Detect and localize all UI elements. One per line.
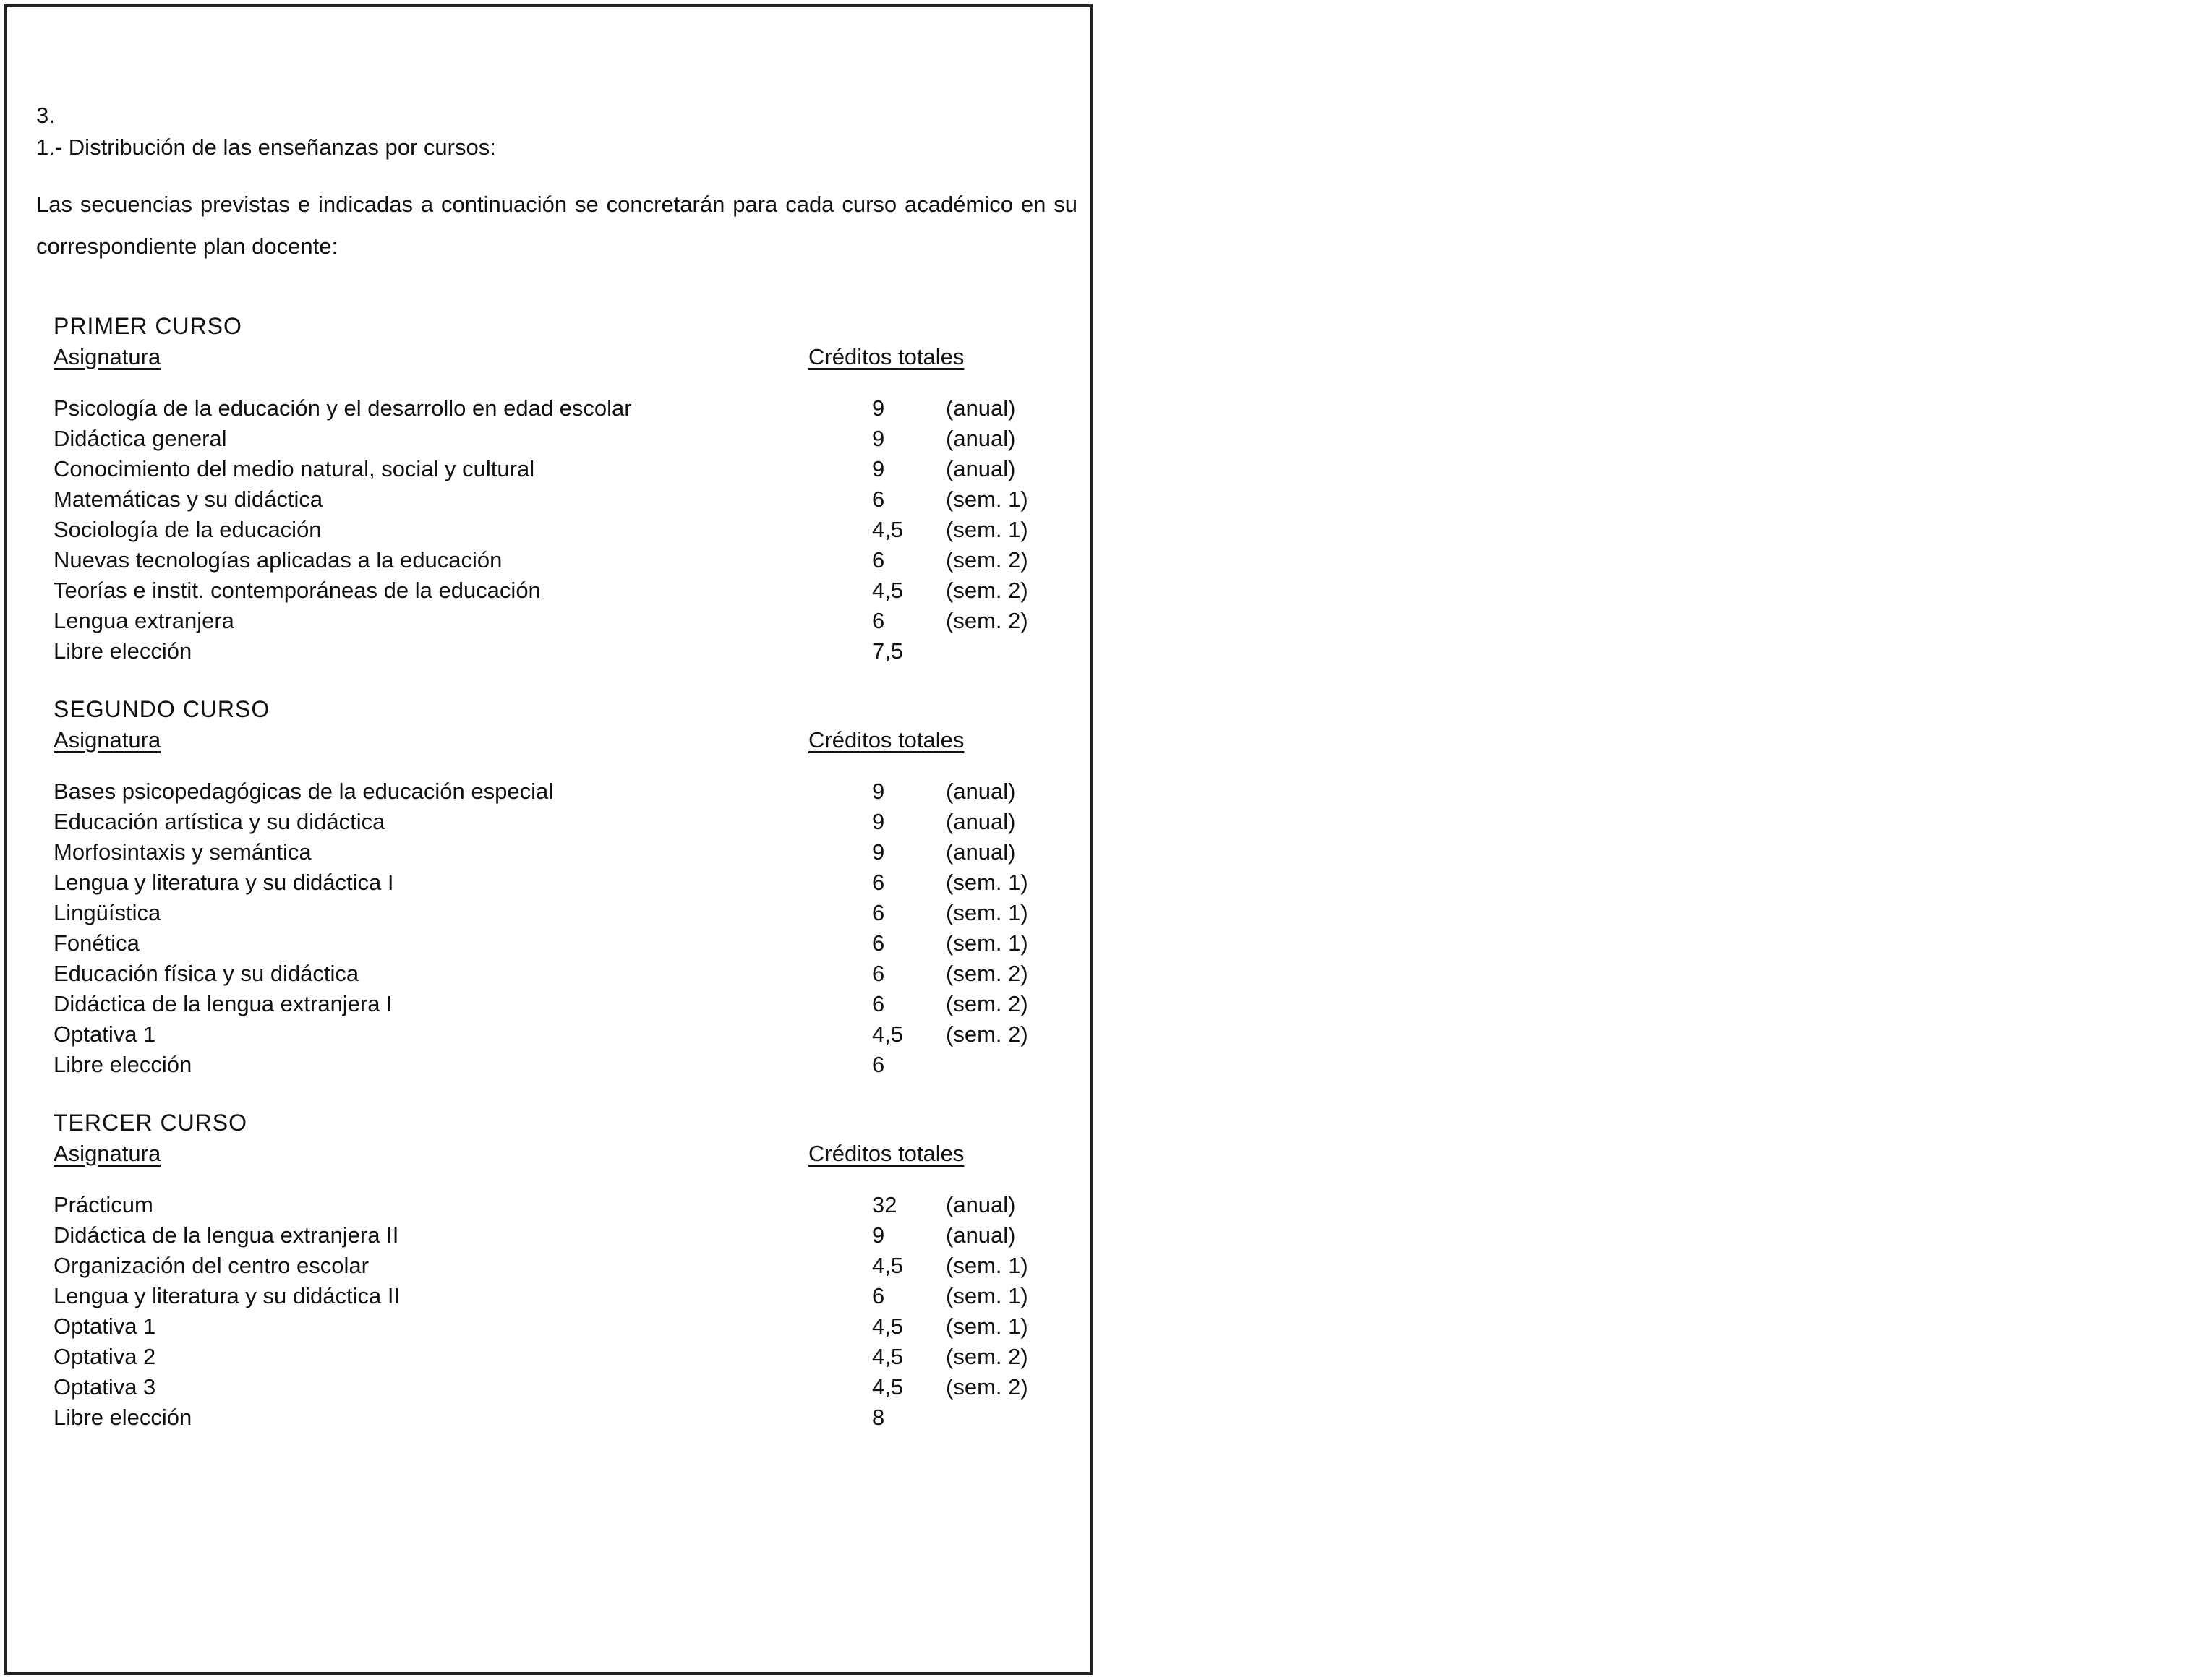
- subject-name: Prácticum: [54, 1192, 153, 1217]
- subject-name: Bases psicopedagógicas de la educación especial: [54, 779, 554, 804]
- period-value: (sem. 1): [946, 900, 1028, 925]
- period-value: (anual): [946, 395, 1016, 421]
- intro-paragraph: Las secuencias previstas e indicadas a continuación se concretarán para cada curso académico en su correspondiente plan docente:: [36, 192, 1077, 259]
- period-value: (anual): [946, 779, 1016, 804]
- table-row: [54, 898, 1077, 928]
- period-value: (sem. 1): [946, 1313, 1028, 1339]
- table-row: [54, 1281, 1077, 1311]
- period-value: [946, 636, 1076, 667]
- credit-value: 9: [872, 426, 885, 451]
- table-row: [54, 606, 1077, 636]
- credit-value: 6: [872, 961, 885, 986]
- period-value: (sem. 2): [946, 1344, 1028, 1369]
- subject-name: Didáctica general: [54, 426, 227, 451]
- credit-value: 4,5: [872, 1374, 904, 1400]
- credit-value: 6: [872, 547, 885, 573]
- column-header-credits: Créditos totales: [808, 344, 965, 369]
- period-value: (anual): [946, 1222, 1016, 1248]
- period-value: (sem. 1): [946, 487, 1028, 512]
- credit-value: 32: [872, 1192, 897, 1217]
- column-header-credits: Créditos totales: [808, 1141, 965, 1166]
- course-title: SEGUNDO CURSO: [54, 696, 270, 722]
- credit-value: 8: [872, 1405, 885, 1430]
- period-value: (anual): [946, 1192, 1016, 1217]
- credit-value: 6: [872, 930, 885, 956]
- subject-name: Optativa 1: [54, 1021, 156, 1047]
- course-section-first: [36, 311, 1077, 667]
- table-row: [54, 393, 1077, 424]
- credit-value: 9: [872, 809, 885, 834]
- credit-value: 6: [872, 900, 885, 925]
- credit-value: 4,5: [872, 1021, 904, 1047]
- subject-name: Matemáticas y su didáctica: [54, 487, 323, 512]
- credit-value: 4,5: [872, 1313, 904, 1339]
- table-row: [54, 989, 1077, 1019]
- table-row: [54, 1190, 1077, 1220]
- table-header: [54, 1138, 1077, 1170]
- table-header: [54, 724, 1077, 756]
- table-row: [54, 1342, 1077, 1372]
- subject-name: Libre elección: [54, 1052, 192, 1077]
- table-row: [54, 1402, 1077, 1433]
- document-page: [4, 4, 1093, 1675]
- credit-value: 7,5: [872, 638, 904, 664]
- credit-value: 6: [872, 487, 885, 512]
- credit-value: 9: [872, 1222, 885, 1248]
- subject-name: Lingüística: [54, 900, 161, 925]
- course-title: TERCER CURSO: [54, 1110, 248, 1136]
- table-row: [54, 807, 1077, 837]
- credit-value: 9: [872, 839, 885, 865]
- period-value: (anual): [946, 456, 1016, 481]
- table-row: [54, 1019, 1077, 1050]
- subject-name: Lengua extranjera: [54, 608, 234, 633]
- period-value: (sem. 1): [946, 870, 1028, 895]
- period-value: [946, 1050, 1076, 1080]
- table-row: [54, 1220, 1077, 1251]
- subject-name: Libre elección: [54, 1405, 192, 1430]
- credit-value: 6: [872, 1052, 885, 1077]
- subject-name: Conocimiento del medio natural, social y cultural: [54, 456, 535, 481]
- period-value: (anual): [946, 426, 1016, 451]
- subject-name: Psicología de la educación y el desarrollo en edad escolar: [54, 395, 632, 421]
- table-row: [54, 1251, 1077, 1281]
- subject-name: Educación artística y su didáctica: [54, 809, 385, 834]
- section-number: 3.: [36, 103, 55, 128]
- table-row: [54, 867, 1077, 898]
- period-value: (sem. 2): [946, 1374, 1028, 1400]
- credit-value: 6: [872, 608, 885, 633]
- table-row: [54, 959, 1077, 989]
- document-content: [36, 100, 1077, 1433]
- column-header-subject: Asignatura: [54, 1141, 161, 1166]
- subject-name: Libre elección: [54, 638, 192, 664]
- period-value: (sem. 1): [946, 1283, 1028, 1308]
- subject-name: Optativa 1: [54, 1313, 156, 1339]
- document-heading: 1.- Distribución de las enseñanzas por cursos:: [36, 134, 496, 160]
- period-value: (sem. 2): [946, 961, 1028, 986]
- credit-value: 9: [872, 456, 885, 481]
- table-row: [54, 928, 1077, 959]
- subject-name: Organización del centro escolar: [54, 1253, 369, 1278]
- subject-name: Optativa 3: [54, 1374, 156, 1400]
- table-row: [54, 776, 1077, 807]
- credit-value: 6: [872, 1283, 885, 1308]
- table-row: [54, 515, 1077, 545]
- subject-name: Didáctica de la lengua extranjera II: [54, 1222, 399, 1248]
- course-section-third: [36, 1107, 1077, 1433]
- credit-value: 4,5: [872, 578, 904, 603]
- table-row: [54, 1311, 1077, 1342]
- table-row: [54, 636, 1077, 667]
- subject-name: Fonética: [54, 930, 140, 956]
- period-value: (sem. 2): [946, 578, 1028, 603]
- table-row: [54, 424, 1077, 454]
- table-header: [54, 341, 1077, 373]
- course-title: PRIMER CURSO: [54, 313, 242, 339]
- credit-value: 9: [872, 779, 885, 804]
- table-row: [54, 837, 1077, 867]
- column-header-subject: Asignatura: [54, 344, 161, 369]
- period-value: (sem. 2): [946, 1021, 1028, 1047]
- subject-name: Nuevas tecnologías aplicadas a la educación: [54, 547, 503, 573]
- subject-name: Lengua y literatura y su didáctica I: [54, 870, 394, 895]
- credit-value: 9: [872, 395, 885, 421]
- subject-name: Optativa 2: [54, 1344, 156, 1369]
- subject-name: Didáctica de la lengua extranjera I: [54, 991, 393, 1016]
- credit-value: 4,5: [872, 517, 904, 542]
- column-header-credits: Créditos totales: [808, 727, 965, 753]
- subject-name: Morfosintaxis y semántica: [54, 839, 312, 865]
- credit-value: 4,5: [872, 1253, 904, 1278]
- period-value: [946, 1402, 1076, 1433]
- credit-value: 6: [872, 991, 885, 1016]
- table-row: [54, 1050, 1077, 1080]
- column-header-subject: Asignatura: [54, 727, 161, 753]
- credit-value: 4,5: [872, 1344, 904, 1369]
- table-row: [54, 454, 1077, 484]
- table-row: [54, 575, 1077, 606]
- period-value: (anual): [946, 839, 1016, 865]
- period-value: (sem. 2): [946, 608, 1028, 633]
- course-section-second: [36, 694, 1077, 1080]
- period-value: (sem. 1): [946, 517, 1028, 542]
- period-value: (sem. 2): [946, 991, 1028, 1016]
- period-value: (sem. 1): [946, 1253, 1028, 1278]
- period-value: (anual): [946, 809, 1016, 834]
- table-row: [54, 545, 1077, 575]
- subject-name: Educación física y su didáctica: [54, 961, 359, 986]
- subject-name: Sociología de la educación: [54, 517, 322, 542]
- subject-name: Lengua y literatura y su didáctica II: [54, 1283, 401, 1308]
- table-row: [54, 1372, 1077, 1402]
- subject-name: Teorías e instit. contemporáneas de la educación: [54, 578, 541, 603]
- table-row: [54, 484, 1077, 515]
- period-value: (sem. 2): [946, 547, 1028, 573]
- credit-value: 6: [872, 870, 885, 895]
- period-value: (sem. 1): [946, 930, 1028, 956]
